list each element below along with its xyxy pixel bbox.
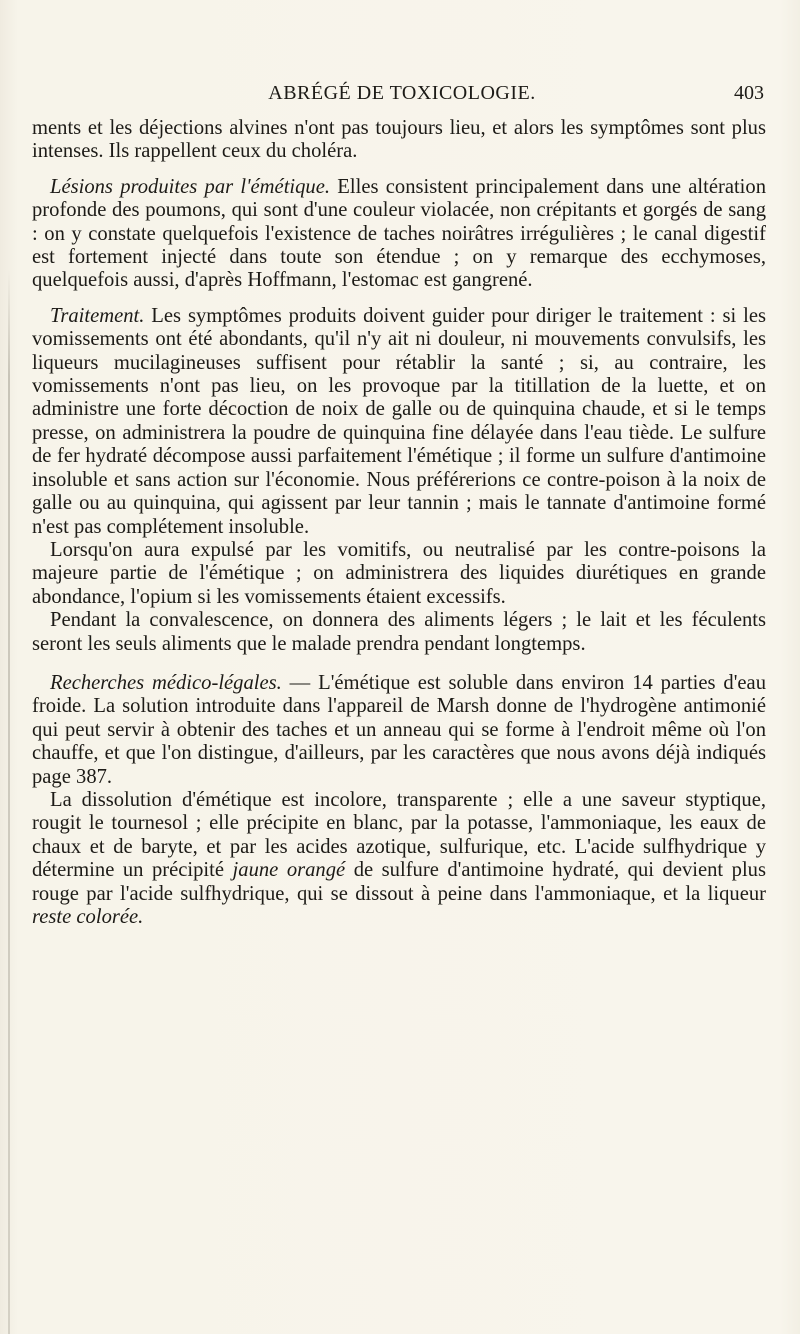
- paragraph-text: de sulfure d'antimoine hydraté, qui devient plus rouge par l'acide sulfhydrique, qui se dissout à peine dans l'ammoniaque, et la liqueur: [32, 859, 766, 905]
- section-heading-recherches: Recherches médico-légales.: [50, 671, 282, 694]
- paragraph-text: Les symptômes produits doivent guider pour diriger le traitement : si les vomissements ont été abondants, qu'il n'y ait ni douleur, ni mouvements convulsifs, les liqueurs mucilagineuses suffisent pour rétablir la santé ; si, au contraire, les vomissements n'ont pas lieu, on les provoque par la titillation de la luette, et on administre une forte décoction de noix de galle ou de quinquina chaude, et si le temps presse, on administrera la poudre de quinquina fine délayée dans l'eau tiède. Le sulfure de fer hydraté décompose aussi parfaitement l'émétique ; il forme un sulfure d'antimoine insoluble et sans action sur l'économie. Nous préférerions ce contre-poison à la noix de galle ou au quinquina, qui agissent par leur tannin ; mais le tannate d'antimoine formé n'est pas complétement insoluble.: [32, 304, 766, 538]
- paragraph-text: ments et les déjections alvines n'ont pas toujours lieu, et alors les symptômes sont plus intenses. Ils rappellent ceux du choléra.: [32, 117, 766, 163]
- italic-term: jaune orangé: [232, 859, 346, 882]
- page-number: 403: [734, 82, 764, 104]
- paragraph-recherches: [32, 672, 766, 789]
- paragraph-traitement: [32, 305, 766, 539]
- body-text: [32, 117, 766, 929]
- page-header: [40, 82, 764, 112]
- paragraph-text: — L'émétique est soluble dans environ 14 parties d'eau froide. La solution introduite dans l'appareil de Marsh donne de l'hydrogène antimonié qui peut servir à obtenir des taches et un anneau qui se forme à l'endroit même où l'on chauffe, et que l'on distingue, d'ailleurs, par les caractères que nous avons déjà indiqués page 387.: [32, 671, 766, 788]
- paragraph-text: La dissolution d'émétique est incolore, transparente ; elle a une saveur styptique, rougit le tournesol ; elle précipite en blanc, par la potasse, l'ammoniaque, les eaux de chaux et de baryte, et par les acides azotique, sulfurique, etc. L'acide sulfhydrique y détermine un précipité: [32, 788, 766, 882]
- italic-term: reste colorée.: [32, 906, 144, 928]
- page-gutter-shadow: [8, 270, 10, 1334]
- paragraph-dissolution: [32, 789, 766, 929]
- section-heading-traitement: Traitement.: [50, 304, 145, 327]
- section-heading-lesions: Lésions produites par l'émétique.: [50, 175, 331, 198]
- running-head: ABRÉGÉ DE TOXICOLOGIE.: [268, 82, 536, 104]
- paragraph-text: Pendant la convalescence, on donnera des aliments légers ; le lait et les féculents seront les seuls aliments que le malade prendra pendant longtemps.: [32, 609, 766, 655]
- paragraph-continuation: [32, 117, 766, 164]
- paragraph-expulsion: [32, 539, 766, 609]
- paragraph-lesions: [32, 176, 766, 293]
- paragraph-convalescence: [32, 609, 766, 656]
- paragraph-text: Lorsqu'on aura expulsé par les vomitifs, ou neutralisé par les contre-poisons la majeure partie de l'émétique ; on administrera des liquides diurétiques en grande abondance, l'opium si les vomissements étaient excessifs.: [32, 538, 766, 608]
- paragraph-text: Elles consistent principalement dans une altération profonde des poumons, qui sont d'une couleur violacée, non crépitants et gorgés de sang : on y constate quelquefois l'existence de taches noirâtres irrégulières ; le canal digestif est fortement injecté dans toute son étendue ; on y remarque des ecchymoses, quelquefois aussi, d'après Hoffmann, l'estomac est gangrené.: [32, 175, 766, 292]
